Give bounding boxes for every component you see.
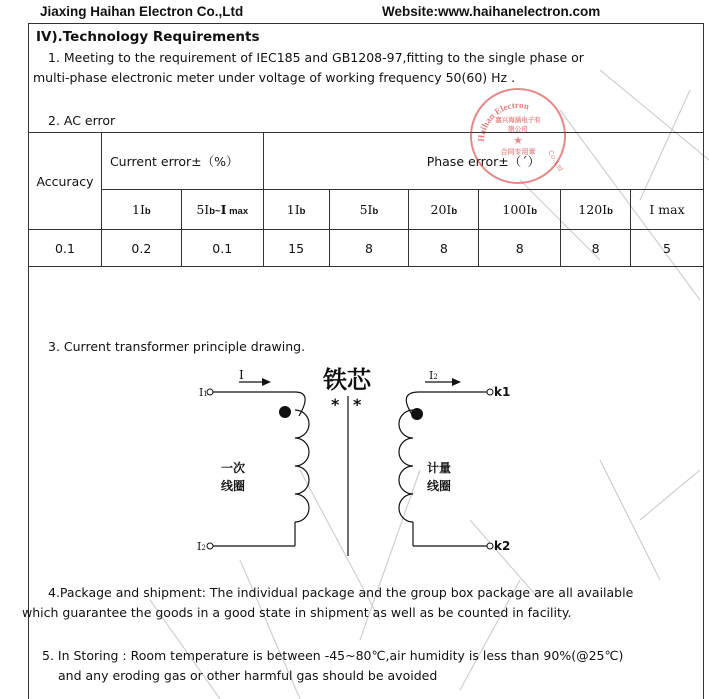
terminal-i2 [207, 543, 213, 549]
section-title: IV).Technology Requirements [36, 29, 260, 45]
current-error-header: Current error±（%） [101, 133, 263, 190]
cell-phase-120ib: 8 [561, 230, 631, 267]
item2-title: 2. AC error [48, 113, 116, 128]
k2-label: k2 [494, 539, 511, 553]
seal-star-icon: ★ [513, 134, 523, 147]
item5-line2: and any eroding gas or other harmful gas should be avoided [58, 668, 438, 683]
primary-out-label: I2 [197, 540, 206, 553]
core-label: 铁芯 [323, 365, 371, 394]
cell-phase-imax: 5 [631, 230, 704, 267]
col-5ib-imax: 5Ib~I max [181, 190, 263, 230]
primary-coil-label-1: 一次 [221, 461, 246, 475]
seal-ring-right: Co.,Ltd [546, 149, 564, 173]
cell-current-5ib: 0.1 [181, 230, 263, 267]
item1-line1: 1. Meeting to the requirement of IEC185 and GB1208-97,fitting to the single phase or [48, 50, 584, 65]
item3-title: 3. Current transformer principle drawing. [48, 339, 306, 354]
secondary-coil-label-1: 计量 [427, 461, 452, 475]
secondary-coil-label-2: 线圈 [427, 479, 452, 493]
seal-inner-top: 嘉兴海涵电子有限公司 [495, 116, 541, 133]
primary-current-label: I [239, 368, 244, 382]
transformer-diagram [195, 358, 515, 558]
secondary-polarity-dot [411, 408, 423, 420]
core-star-left: * [331, 395, 340, 414]
core-star-right: * [353, 395, 362, 414]
phase-error-header: Phase error±（´） [263, 133, 703, 190]
col-phase-imax: I max [631, 190, 704, 230]
cell-accuracy: 0.1 [29, 230, 102, 267]
item5-line1: 5. In Storing : Room temperature is between -45~80℃,air humidity is less than 90%(@25℃) [42, 648, 624, 663]
col-phase-120ib: 120Ib [561, 190, 631, 230]
col-phase-1ib: 1Ib [263, 190, 329, 230]
k1-label: k1 [494, 385, 511, 399]
accuracy-header: Accuracy [29, 133, 102, 230]
col-1ib: 1Ib [101, 190, 181, 230]
cell-current-1ib: 0.2 [101, 230, 181, 267]
ac-error-table [28, 132, 704, 267]
col-phase-20ib: 20Ib [409, 190, 479, 230]
terminal-i1 [207, 389, 213, 395]
cell-phase-100ib: 8 [479, 230, 561, 267]
item4-line1: 4.Package and shipment: The individual package and the group box package are all available [48, 585, 634, 600]
col-phase-5ib: 5Ib [329, 190, 409, 230]
company-name: Jiaxing Haihan Electron Co.,Ltd [40, 4, 244, 19]
company-website: Website:www.haihanelectron.com [382, 4, 601, 19]
seal-arc-text: Haihan Electron [475, 99, 531, 143]
cell-phase-5ib: 8 [329, 230, 409, 267]
col-phase-100ib: 100Ib [479, 190, 561, 230]
secondary-current-label: I2 [429, 369, 438, 382]
cell-phase-1ib: 15 [263, 230, 329, 267]
terminal-k2 [487, 543, 493, 549]
seal-inner-bottom: 合同专用章 [500, 148, 536, 156]
primary-coil-label-2: 线圈 [221, 479, 246, 493]
item4-line2: which guarantee the goods in a good state in shipment as well as be counted in facility. [22, 605, 572, 620]
primary-in-label: I1 [199, 386, 208, 399]
table-row [29, 230, 704, 267]
terminal-k1 [487, 389, 493, 395]
primary-polarity-dot [279, 406, 291, 418]
cell-phase-20ib: 8 [409, 230, 479, 267]
item1-line2: multi-phase electronic meter under voltage of working frequency 50(60) Hz . [33, 70, 516, 85]
